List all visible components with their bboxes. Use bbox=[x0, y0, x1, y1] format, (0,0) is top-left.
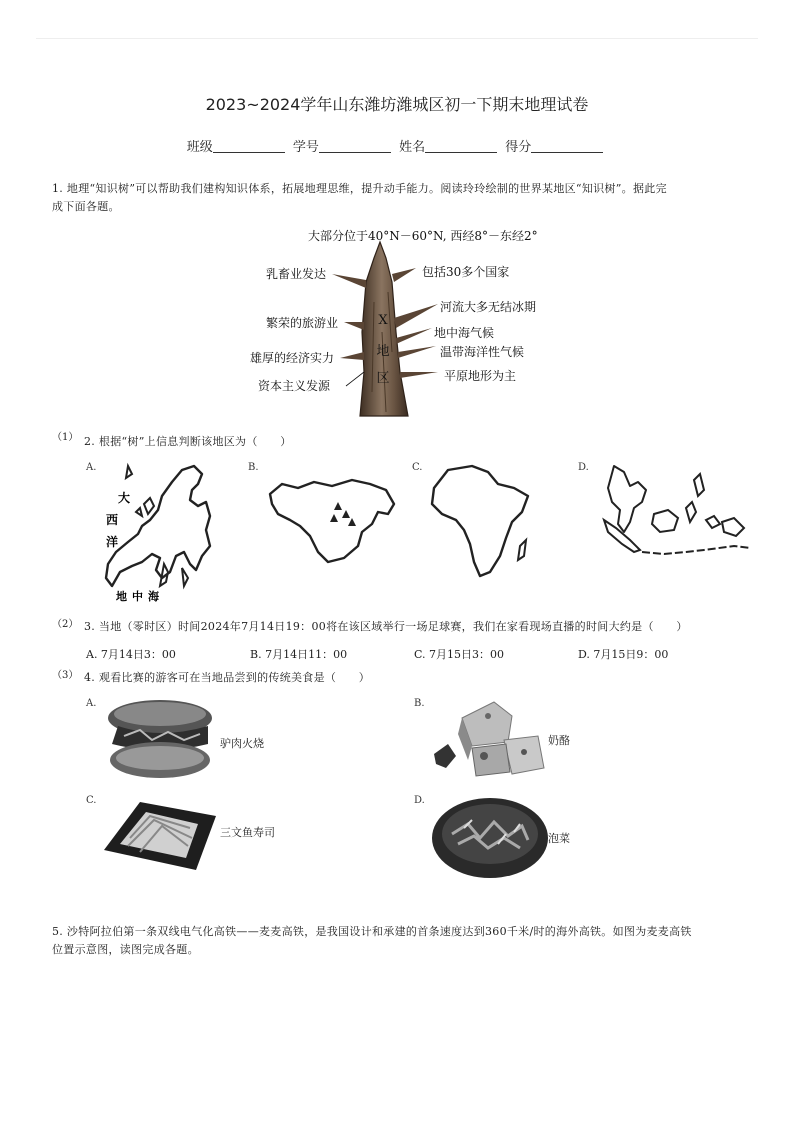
q3-option-d[interactable]: D. 7月15日9：00 bbox=[578, 648, 669, 661]
q1-stem-line2: 成下面各题。 bbox=[52, 200, 120, 213]
q4-sub-number: （3） bbox=[52, 670, 79, 681]
map-a-label-da: 大 bbox=[118, 491, 131, 505]
tree-right-label-plains: 平原地形为主 bbox=[444, 369, 517, 383]
q4-option-a-caption: 驴肉火烧 bbox=[220, 737, 264, 750]
q3-option-c[interactable]: C. 7月15日3：00 bbox=[414, 648, 505, 661]
info-score-label: 得分 bbox=[505, 140, 532, 155]
q4-option-d-caption: 泡菜 bbox=[548, 832, 570, 845]
q2-option-d-label[interactable]: D. bbox=[578, 462, 589, 473]
info-name-label: 姓名 bbox=[399, 140, 426, 155]
q4-option-b-image-cheese[interactable] bbox=[428, 698, 548, 780]
tree-right-label-mediterranean: 地中海气候 bbox=[434, 326, 495, 340]
info-score-blank[interactable] bbox=[531, 139, 603, 153]
tree-left-label-capitalism: 资本主义发源 bbox=[258, 379, 331, 393]
tree-right-label-rivers: 河流大多无结冰期 bbox=[440, 300, 537, 314]
q2-option-c-label[interactable]: C. bbox=[412, 462, 423, 473]
q2-option-d-map-southeast-asia[interactable] bbox=[594, 462, 754, 562]
info-class-blank[interactable] bbox=[213, 139, 285, 153]
q3-stem: 3. 当地（零时区）时间2024年7月14日19：00将在该区域举行一场足球赛，我们在家看现场直播的时间大约是（ ） bbox=[84, 620, 688, 633]
map-a-label-di: 地 bbox=[116, 590, 127, 603]
trunk-label-x: X bbox=[378, 313, 388, 328]
page-title: 2023~2024学年山东潍坊潍城区初一下期末地理试卷 bbox=[205, 95, 589, 114]
q4-option-c-image-salmon-sushi[interactable] bbox=[100, 794, 220, 874]
q4-option-b-caption: 奶酪 bbox=[548, 734, 570, 747]
map-a-label-yang: 洋 bbox=[106, 535, 119, 549]
tree-left-label-tourism: 繁荣的旅游业 bbox=[266, 316, 339, 330]
trunk-label-di: 地 bbox=[376, 344, 390, 359]
q2-option-c-map-africa[interactable] bbox=[426, 462, 536, 582]
q4-stem: 4. 观看比赛的游客可在当地品尝到的传统美食是（ ） bbox=[84, 671, 371, 684]
student-info-line bbox=[0, 136, 794, 155]
q2-option-b-label[interactable]: B. bbox=[248, 462, 259, 473]
q2-option-b-map-middle-east[interactable] bbox=[262, 470, 402, 570]
tree-right-label-countries: 包括30多个国家 bbox=[422, 265, 510, 279]
trunk-label-qu: 区 bbox=[376, 371, 390, 386]
q5-stem-line2: 位置示意图，读图完成各题。 bbox=[52, 943, 199, 956]
tree-top-label: 大部分位于40°N－60°N, 西经8°－东经2° bbox=[308, 229, 538, 243]
q2-stem: 2. 根据“树”上信息判断该地区为（ ） bbox=[84, 435, 292, 448]
q3-sub-number: （2） bbox=[52, 619, 79, 630]
info-name-blank[interactable] bbox=[425, 139, 497, 153]
q4-option-b-label[interactable]: B. bbox=[414, 698, 425, 709]
map-a-label-xi: 西 bbox=[106, 513, 119, 527]
q4-option-a-label[interactable]: A. bbox=[86, 698, 97, 709]
q4-option-c-caption: 三文鱼寿司 bbox=[220, 826, 275, 839]
page-top-rule bbox=[36, 38, 758, 39]
tree-pointer-capitalism bbox=[346, 372, 364, 386]
info-id-blank[interactable] bbox=[319, 139, 391, 153]
q2-option-a-map-europe[interactable] bbox=[98, 460, 228, 608]
knowledge-tree-figure bbox=[240, 222, 570, 418]
q2-sub-number: （1） bbox=[52, 432, 79, 443]
q4-option-d-label[interactable]: D. bbox=[414, 795, 425, 806]
q3-option-a[interactable]: A. 7月14日3：00 bbox=[86, 648, 176, 661]
tree-left-label-dairy: 乳畜业发达 bbox=[266, 267, 327, 281]
q5-stem-line1: 5. 沙特阿拉伯第一条双线电气化高铁——麦麦高铁，是我国设计和承建的首条速度达到360千米/时的海外高铁。如图为麦麦高铁 bbox=[52, 925, 692, 938]
q4-option-a-image-donkey-burger[interactable] bbox=[104, 696, 216, 788]
q4-option-d-image-kimchi[interactable] bbox=[428, 794, 550, 882]
map-a-label-zhong: 中 bbox=[132, 590, 143, 603]
q2-option-a-label[interactable]: A. bbox=[86, 462, 97, 473]
tree-right-label-oceanic: 温带海洋性气候 bbox=[440, 345, 525, 359]
q3-option-b[interactable]: B. 7月14日11：00 bbox=[250, 648, 348, 661]
tree-left-label-economy: 雄厚的经济实力 bbox=[250, 351, 335, 365]
info-id-label: 学号 bbox=[292, 140, 319, 155]
map-a-label-hai: 海 bbox=[148, 590, 159, 603]
q4-option-c-label[interactable]: C. bbox=[86, 795, 97, 806]
info-class-label: 班级 bbox=[186, 140, 213, 155]
q1-stem-line1: 1. 地理“知识树”可以帮助我们建构知识体系，拓展地理思维，提升动手能力。阅读玲玲绘制的世界某地区“知识树”。据此完 bbox=[52, 182, 667, 195]
